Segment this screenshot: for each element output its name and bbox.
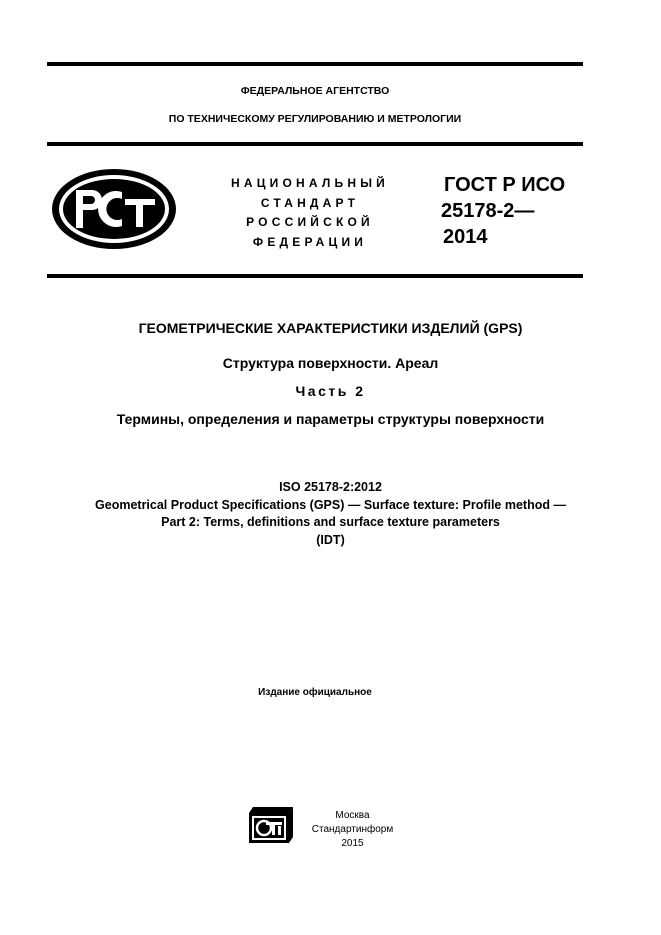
iso-title-line-1: Geometrical Product Specifications (GPS) — Surface texture: Profile method —	[95, 497, 566, 512]
national-line-4: ФЕДЕРАЦИИ	[252, 234, 368, 249]
national-line-3: РОССИЙСКОЙ	[246, 215, 374, 229]
iso-title-line-2: Part 2: Terms, definitions and surface texture parameters	[161, 515, 500, 529]
designation-line-2: 25178-2—	[441, 200, 535, 222]
publisher-name: Стандартинформ	[311, 824, 394, 835]
publisher-block	[300, 809, 405, 851]
standard-designation	[441, 172, 601, 250]
topic-title: Термины, определения и параметры структуры поверхности	[116, 411, 545, 427]
iso-number: ISO 25178-2:2012	[279, 480, 382, 494]
subtitle: Структура поверхности. Ареал	[222, 355, 439, 371]
agency-line-1: ФЕДЕРАЛЬНОЕ АГЕНТСТВО	[240, 85, 390, 97]
publisher-year: 2015	[341, 838, 364, 849]
national-line-1: НАЦИОНАЛЬНЫЙ	[230, 176, 390, 190]
designation-line-3: 2014	[443, 226, 488, 248]
header-rule	[47, 142, 583, 146]
standartinform-logo-icon	[249, 807, 293, 843]
part-title: Часть 2	[295, 383, 366, 399]
national-line-2: СТАНДАРТ	[260, 195, 360, 210]
designation-line-1: ГОСТ Р ИСО	[444, 174, 566, 196]
standard-block-rule	[47, 274, 583, 278]
national-standard-label	[200, 174, 420, 252]
iso-equivalence: (IDT)	[316, 532, 345, 547]
publisher-city: Москва	[335, 810, 370, 821]
main-title: ГЕОМЕТРИЧЕСКИЕ ХАРАКТЕРИСТИКИ ИЗДЕЛИЙ (GPS)	[138, 320, 523, 336]
agency-line-2: ПО ТЕХНИЧЕСКОМУ РЕГУЛИРОВАНИЮ И МЕТРОЛОГИИ	[168, 113, 462, 125]
edition-label: Издание официальное	[258, 687, 372, 698]
iso-reference	[20, 479, 641, 549]
rst-logo-icon	[49, 166, 179, 252]
top-rule	[47, 62, 583, 66]
